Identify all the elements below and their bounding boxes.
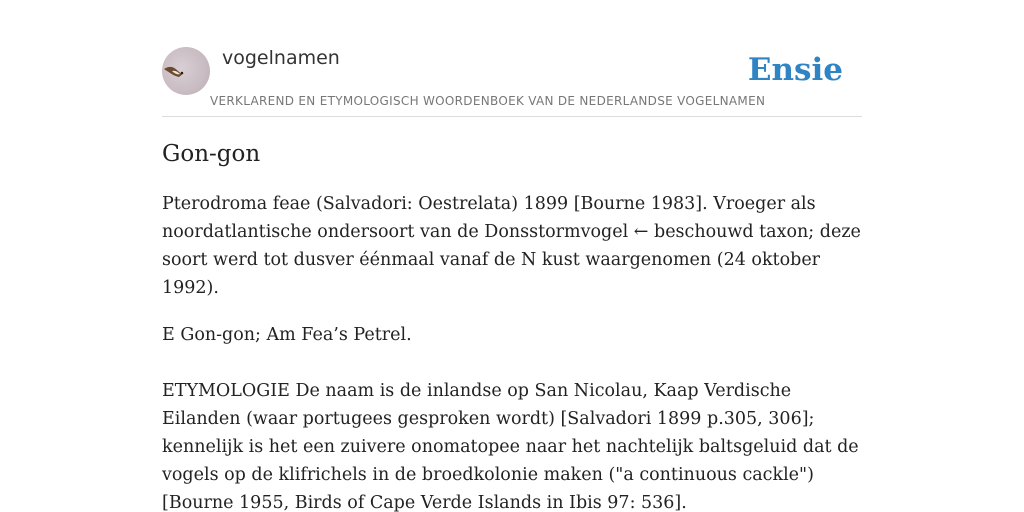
ensie-logo-link[interactable]: Ensie [747,52,843,88]
entry-title: Gon-gon [162,141,261,167]
entry-paragraph-etymology: ETYMOLOGIE De naam is de inlandse op San Nicolau, Kaap Verdische Eilanden (waar portugees gesproken wordt) [Salvadori 1899 p.305, 306]; kennelijk is het een zuivere onomatopee naar het nachtelijk baltsgeluid dat de vogels op de klifrichels in de broedkolonie maken ("a continuous cackle") [Bourne 1955, Birds of Cape Verde Islands in Ibis 97: 536]. [162,381,859,512]
site-name[interactable]: vogelnamen [222,47,340,69]
site-subtitle: VERKLAREND EN ETYMOLOGISCH WOORDENBOEK VAN DE NEDERLANDSE VOGELNAMEN [210,94,766,108]
site-header [162,44,862,117]
entry-content [162,138,862,512]
entry-paragraph-description: Pterodroma feae (Salvadori: Oestrelata) 1899 [Bourne 1983]. Vroeger als noordatlantische ondersoort van de Donsstormvogel ← beschouwd taxon; deze soort werd tot dusver éénmaal vanaf de N kust waargenomen (24 oktober 1992). [162,194,861,298]
avatar[interactable] [162,47,210,95]
entry-paragraph-names: E Gon-gon; Am Fea’s Petrel. [162,325,412,345]
bird-photo-icon [162,47,210,95]
